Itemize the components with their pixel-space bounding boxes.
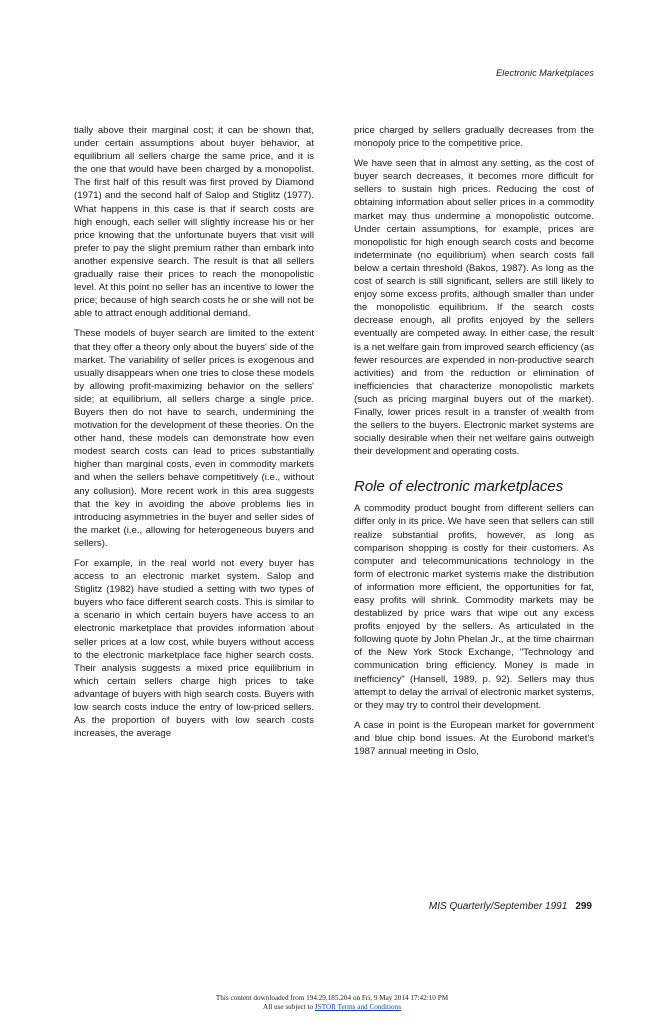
- paragraph: tially above their marginal cost; it can be shown that, under certain assumptions about buyer behavior, at equilibrium all sellers charge the same price, and it is the one that would have been charged by a monopolist. The first half of this result was first proved by Diamond (1971) and the second half of Salop and Stiglitz (1977). What happens in this case is that if search costs are high enough, each seller will slightly increase his or her price knowing that the unfortunate buyers that visit will prefer to pay the slight premium rather than embark into another expensive search. The result is that all sellers gradually raise their prices to reach the monopolistic level. At this point no seller has an incentive to lower the price; because of high search costs he or she will not be able to attract enough additional demand.: [74, 125, 314, 320]
- journal-citation: MIS Quarterly/September 1991: [428, 901, 568, 912]
- paragraph: A case in point is the European market for government and blue chip bond issues. At the Eurobond market's 1987 annual meeting in Oslo,: [354, 719, 594, 758]
- terms-prefix: All use subject to: [263, 1003, 314, 1011]
- left-column: [74, 124, 314, 747]
- running-header: Electronic Marketplaces: [496, 68, 594, 78]
- section-heading: Role of electronic marketplaces: [354, 478, 564, 496]
- page-footer: [429, 901, 592, 912]
- paragraph: We have seen that in almost any setting, as the cost of buyer search decreases, it becomes more difficult for sellers to sustain high prices. Reducing the cost of obtaining information about seller prices in a commodity market may thus undermine a monopolistic outcome. Under certain assumptions, for example, prices are monopolistic for high enough search costs and become indeterminate (no equilibrium) when search costs fall below a certain threshold (Bakos, 1987). As long as the cost of search is still significant, sellers are still likely to enjoy some excess profits, although smaller than under the monopolistic equilibrium. If the search costs decrease enough, all profits enjoyed by the sellers eventually are competed away. In either case, the result is a net welfare gain from improved search efficiency (as fewer resources are expended in non-productive search activities) and from the reduction or elimination of inefficiencies that characterize monopolistic markets (such as pricing marginal buyers out of the market). Finally, lower prices result in a transfer of wealth from the sellers to the buyers. Electronic market systems are socially desirable when their net welfare gains outweigh their development and operating costs.: [354, 158, 594, 458]
- jstor-terms-link[interactable]: JSTOR Terms and Conditions: [314, 1003, 401, 1011]
- right-column: [354, 124, 594, 765]
- jstor-notice: [0, 994, 664, 1012]
- paragraph: For example, in the real world not every buyer has access to an electronic market system. Salop and Stiglitz (1982) have studied a setting with two types of buyers who face different search costs. This is similar to a scenario in which certain buyers have access to an electronic marketplace that provides information about seller prices at a low cost, while buyers without access to the electronic marketplace face higher search costs. Their analysis suggests a mixed price equilibrium in which certain sellers charge high prices to take advantage of buyers with high search costs. Buyers with low search costs induce the entry of low-priced sellers. As the proportion of buyers with low search costs increases, the average: [74, 558, 314, 740]
- paragraph: A commodity product bought from different sellers can differ only in its price. We have seen that sellers can still realize substantial profits, however, as long as comparison shopping is costly for their customers. As computer and telecommunications technology in the form of electronic market systems make the distribution of information more efficient, the opportunities for fat, easy profits will shrink. Commodity markets may be destablized by price wars that wipe out any excess profits enjoyed by the sellers. As articulated in the following quote by John Phelan Jr., at the time chairman of the New York Stock Exchange, "Technology and communication bring efficiency. Money is made in inefficiency" (Hansell, 1989, p. 92). Sellers may thus attempt to delay the arrival of electronic market systems, or they may try to control their development.: [354, 503, 594, 711]
- paragraph: price charged by sellers gradually decreases from the monopoly price to the competitive price.: [354, 125, 594, 150]
- paragraph: These models of buyer search are limited to the extent that they offer a theory only about the buyers' side of the market. The variability of seller prices is exogenous and usually disappears when one tries to close these models by allowing profit-maximizing behavior on the sellers' side; at equilibrium, all sellers charge a single price. Buyers then do not have to search, undermining the motivation for the development of these theories. On the other hand, these models can demonstrate how even modest search costs can lead to prices substantially higher than marginal costs, even in commodity markets and when the sellers behave competitively (i.e., without any collusion). More recent work in this area suggests that the key in avoiding the above problems lies in introducing asymmetries in the buyer and seller sides of the market (i.e., allowing for heterogeneous buyers and sellers).: [74, 328, 314, 549]
- download-notice: This content downloaded from 194.29.185.204 on Fri, 9 May 2014 17:42:10 PM: [215, 994, 449, 1002]
- page-number: 299: [575, 901, 592, 912]
- terms-line: [0, 1003, 664, 1012]
